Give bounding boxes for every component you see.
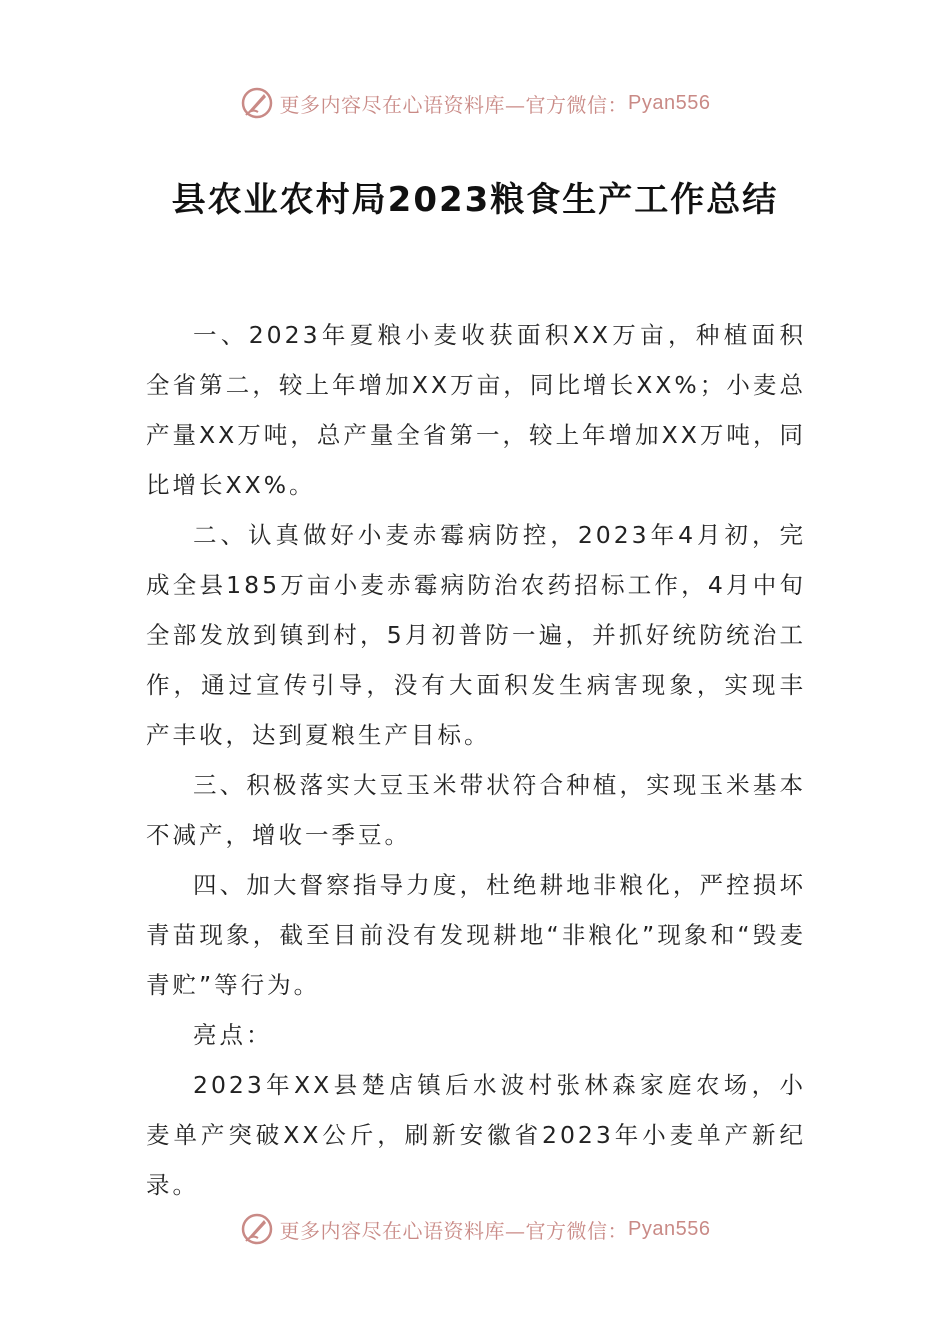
highlight-paragraph: 2023年XX县楚店镇后水波村张林森家庭农场，小麦单产突破XX公斤，刷新安徽省2023年小麦单产新纪录。 xyxy=(146,1071,806,1199)
watermark-text: 更多内容尽在心语资料库—官方微信： xyxy=(279,1218,629,1243)
footer-watermark xyxy=(0,1212,950,1246)
document-body xyxy=(146,310,806,1210)
paragraph-2: 二、认真做好小麦赤霉病防控，2023年4月初，完成全县185万亩小麦赤霉病防治农药招标工作，4月中旬全部发放到镇到村，5月初普防一遍，并抓好统防统治工作，通过宣传引导，没有大面积发生病害现象，实现丰产丰收，达到夏粮生产目标。 xyxy=(146,521,806,749)
quill-seal-icon xyxy=(240,86,274,120)
quill-seal-icon xyxy=(240,1212,274,1246)
paragraph-1: 一、2023年夏粮小麦收获面积XX万亩，种植面积全省第二，较上年增加XX万亩，同比增长XX%；小麦总产量XX万吨，总产量全省第一，较上年增加XX万吨，同比增长XX%。 xyxy=(146,321,806,499)
paragraph-4: 四、加大督察指导力度，杜绝耕地非粮化，严控损坏青苗现象，截至目前没有发现耕地“非粮化”现象和“毁麦青贮”等行为。 xyxy=(146,871,806,999)
paragraph-3: 三、积极落实大豆玉米带状符合种植，实现玉米基本不减产，增收一季豆。 xyxy=(146,771,806,849)
watermark-text: 更多内容尽在心语资料库—官方微信： xyxy=(279,92,629,117)
header-watermark xyxy=(0,86,950,120)
watermark-handle: Pyan556 xyxy=(628,1217,711,1240)
document-title: 县农业农村局2023粮食生产工作总结 xyxy=(171,180,779,220)
highlight-heading: 亮点： xyxy=(193,1021,273,1049)
watermark-handle: Pyan556 xyxy=(628,91,711,114)
